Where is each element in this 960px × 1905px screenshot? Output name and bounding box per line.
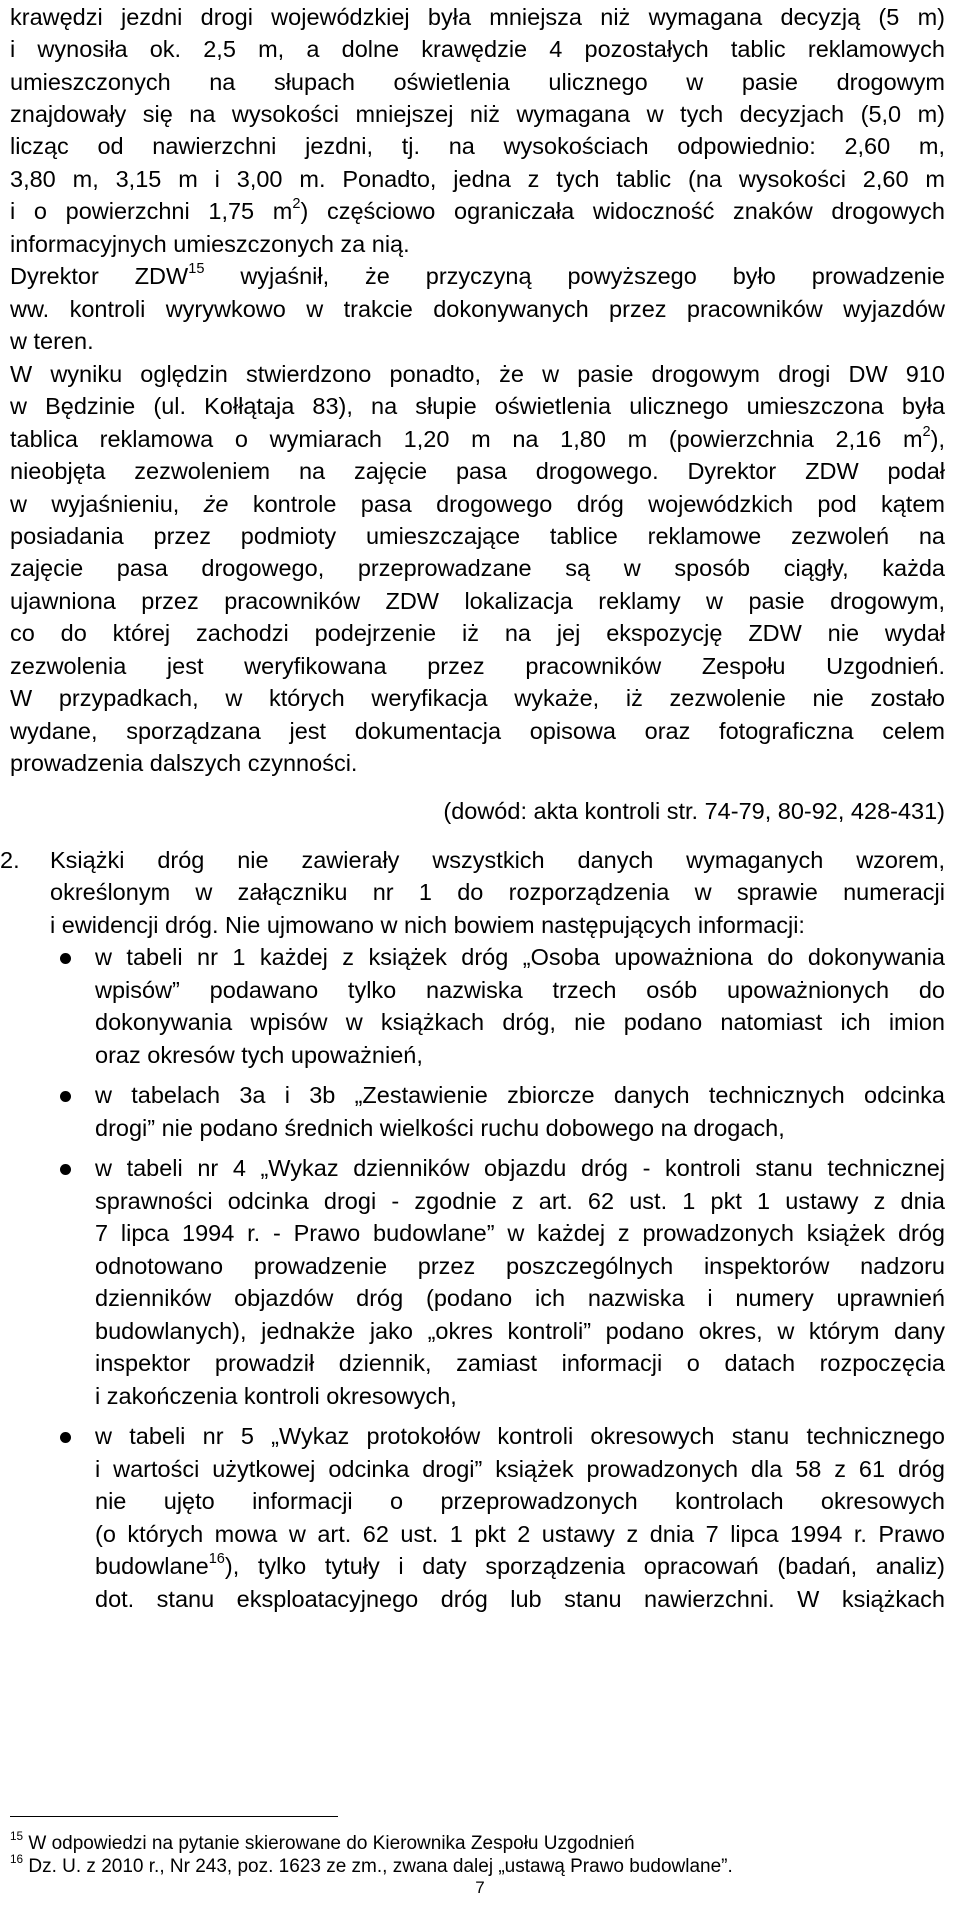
- text-line-content: i ewidencji dróg. Nie ujmowano w nich bowiem następujących informacji:: [50, 912, 805, 938]
- text-line-content: prowadzenia dalszych czynności.: [10, 750, 358, 776]
- text-line-content: 3,80 m, 3,15 m i 3,00 m. Ponadto, jedna z tych tablic (na wysokości 2,60 m: [10, 166, 945, 192]
- footnote: [10, 1829, 635, 1855]
- text-line-content: ww. kontroli wyrywkowo w trakcie dokonywanych przez pracowników wyjazdów: [10, 296, 945, 322]
- footnote-separator: [10, 1816, 338, 1817]
- text-line-content: i wartości użytkowej odcinka drogi” książek prowadzonych dla 58 z 61 dróg: [95, 1456, 945, 1482]
- text-line-content: w Będzinie (ul. Kołłątaja 83), na słupie oświetlenia ulicznego umieszczona była: [10, 393, 945, 419]
- bullet-icon: [60, 953, 71, 964]
- text-line-content: w tabeli nr 4 „Wykaz dzienników objazdu dróg - kontroli stanu technicznej: [95, 1155, 945, 1181]
- text-line-content: znajdowały się na wysokości mniejszej niż wymagana w tych decyzjach (5,0 m): [10, 101, 945, 127]
- text-line-content: krawędzi jezdni drogi wojewódzkiej była mniejsza niż wymagana decyzją (5 m): [10, 4, 945, 30]
- text-line-content: nieobjęta zezwoleniem na zajęcie pasa drogowego. Dyrektor ZDW podał: [10, 458, 945, 484]
- text-line-content: w teren.: [10, 328, 94, 354]
- bullet-icon: [60, 1091, 71, 1102]
- text-line-content: w tabeli nr 5 „Wykaz protokołów kontroli okresowych stanu technicznego: [95, 1423, 945, 1449]
- text-line-content: w tabeli nr 1 każdej z książek dróg „Osoba upoważniona do dokonywania: [95, 944, 945, 970]
- text-line-content: budowlane$^{16}$), tylko tytuły i daty sporządzenia opracowań (badań, analiz): [95, 1551, 945, 1579]
- text-line-content: 7 lipca 1994 r. - Prawo budowlane” w każdej z prowadzonych książek dróg: [95, 1220, 945, 1246]
- text-line-content: posiadania przez podmioty umieszczające tablice reklamowe zezwoleń na: [10, 523, 945, 549]
- bullet-icon: [60, 1432, 71, 1443]
- text-line-content: 2.: [0, 847, 20, 873]
- text-line-content: umieszczonych na słupach oświetlenia ulicznego w pasie drogowym: [10, 69, 945, 95]
- text-line-content: nie ujęto informacji o przeprowadzonych kontrolach okresowych: [95, 1488, 945, 1514]
- text-line-content: i zakończenia kontroli okresowych,: [95, 1383, 457, 1409]
- footnote-text: Dz. U. z 2010 r., Nr 243, poz. 1623 ze zm., zwana dalej „ustawą Prawo budowlane”.: [23, 1856, 733, 1877]
- text-line-content: inspektor prowadził dziennik, zamiast informacji o datach rozpoczęcia: [95, 1350, 945, 1376]
- text-line-content: drogi” nie podano średnich wielkości ruchu dobowego na drogach,: [95, 1115, 785, 1141]
- footnote-number: 16: [10, 1852, 24, 1866]
- footnote-text: W odpowiedzi na pytanie skierowane do Kierownika Zespołu Uzgodnień: [23, 1833, 635, 1854]
- text-line-content: W wyniku oględzin stwierdzono ponadto, że w pasie drogowym drogi DW 910: [10, 361, 945, 387]
- text-line-content: w wyjaśnieniu, że kontrole pasa drogowego dróg wojewódzkich pod kątem: [10, 491, 945, 517]
- text-line-content: Dyrektor ZDW$^{15}$ wyjaśnił, że przyczyną powyższego było prowadzenie: [10, 261, 946, 289]
- text-line-content: (o których mowa w art. 62 ust. 1 pkt 2 ustawy z dnia 7 lipca 1994 r. Prawo: [95, 1521, 945, 1547]
- text-line-content: odnotowano prowadzenie przez poszczególnych inspektorów nadzoru: [95, 1253, 945, 1279]
- text-line-content: oraz okresów tych upoważnień,: [95, 1042, 423, 1068]
- text-line-content: ujawniona przez pracowników ZDW lokalizacja reklamy w pasie drogowym,: [10, 588, 945, 614]
- text-line-content: wpisów” podawano tylko nazwiska trzech osób upoważnionych do: [95, 977, 945, 1003]
- text-line-content: zezwolenia jest weryfikowana przez pracowników Zespołu Uzgodnień.: [10, 653, 945, 679]
- text-line-content: i wynosiła ok. 2,5 m, a dolne krawędzie 4 pozostałych tablic reklamowych: [10, 36, 945, 62]
- text-line-content: i o powierzchni 1,75 $m^2$) częściowo ograniczała widoczność znaków drogowych: [10, 196, 945, 224]
- page-number: 7: [475, 1878, 485, 1897]
- text-line-content: dokonywania wpisów w książkach dróg, nie podano natomiast ich imion: [95, 1009, 945, 1035]
- text-line-content: (dowód: akta kontroli str. 74-79, 80-92, 428-431): [443, 798, 945, 824]
- text-line-content: w tabelach 3a i 3b „Zestawienie zbiorcze danych technicznych odcinka: [95, 1082, 945, 1108]
- text-line-content: W przypadkach, w których weryfikacja wykaże, iż zezwolenie nie zostało: [10, 685, 945, 711]
- text-line-content: budowlanych), jednakże jako „okres kontroli” podano okres, w którym dany: [95, 1318, 945, 1344]
- text-line-content: co do której zachodzi podejrzenie iż na jej ekspozycję ZDW nie wydał: [10, 620, 945, 646]
- text-line-content: określonym w załączniku nr 1 do rozporządzenia w sprawie numeracji: [50, 879, 945, 905]
- text-line-content: zajęcie pasa drogowego, przeprowadzane są w sposób ciągły, każda: [10, 555, 945, 581]
- text-line-content: informacyjnych umieszczonych za nią.: [10, 231, 410, 257]
- text-line-content: Książki dróg nie zawierały wszystkich danych wymaganych wzorem,: [50, 847, 945, 873]
- text-line-content: dzienników objazdów dróg (podano ich nazwiska i numery uprawnień: [95, 1285, 945, 1311]
- text-line-content: sprawności odcinka drogi - zgodnie z art. 62 ust. 1 pkt 1 ustawy z dnia: [95, 1188, 945, 1214]
- footnote: [10, 1852, 733, 1878]
- footnote-number: 15: [10, 1829, 24, 1843]
- text-line-content: dot. stanu eksploatacyjnego dróg lub stanu nawierzchni. W książkach: [95, 1586, 945, 1612]
- text-line-content: tablica reklamowa o wymiarach 1,20 m na 1,80 m (powierzchnia 2,16 $m^2$),: [10, 424, 945, 452]
- text-line-content: wydane, sporządzana jest dokumentacja opisowa oraz fotograficzna celem: [10, 718, 945, 744]
- bullet-icon: [60, 1164, 71, 1175]
- text-line-content: licząc od nawierzchni jezdni, tj. na wysokościach odpowiednio: 2,60 m,: [10, 133, 945, 159]
